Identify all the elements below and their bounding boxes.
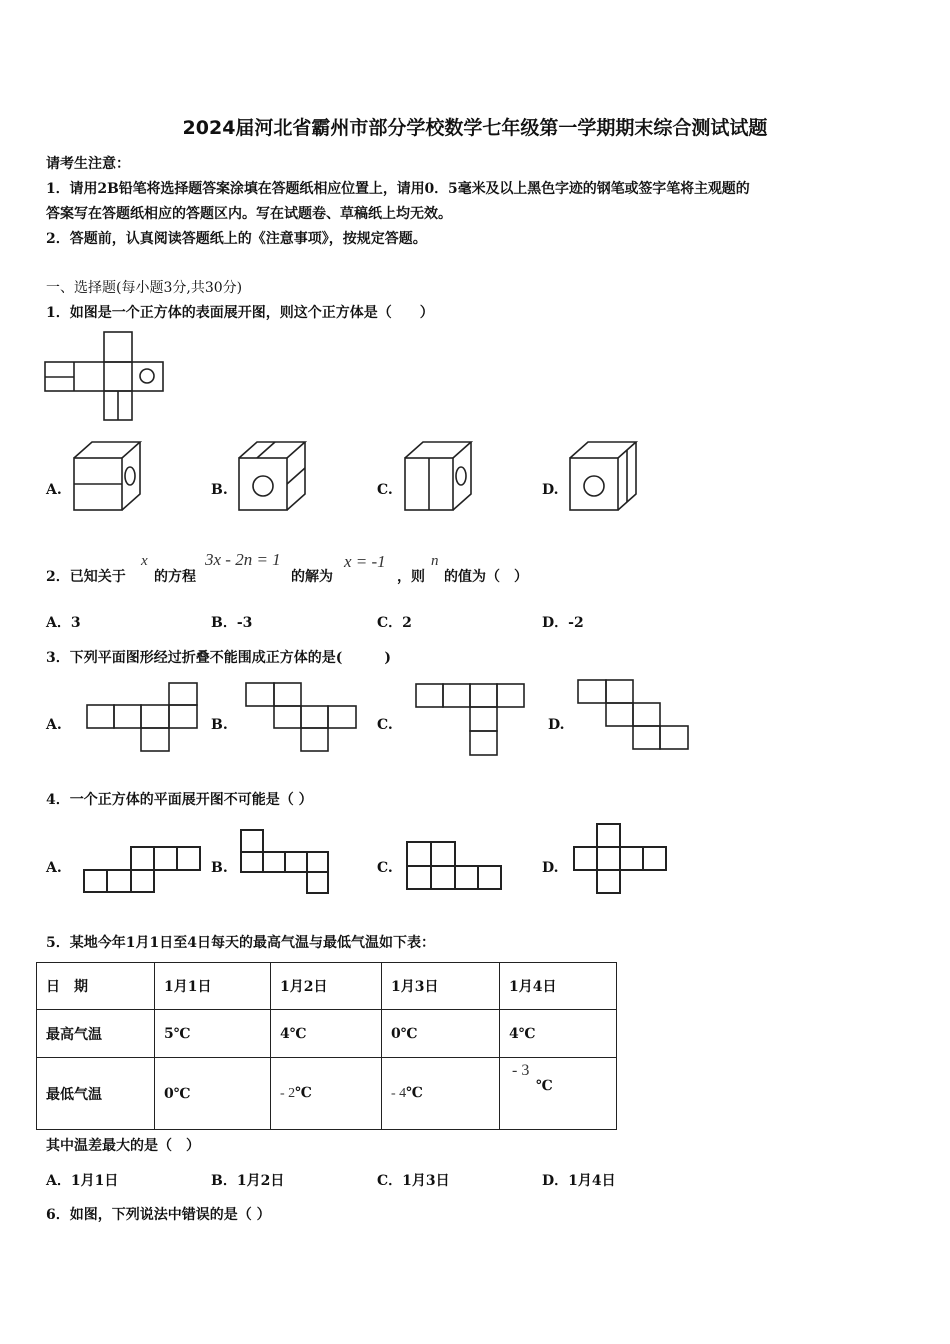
q1-cube-c <box>403 440 475 514</box>
table-cell: 4℃ <box>271 1010 382 1058</box>
q2-stem-part5: 的值为（ ） <box>444 569 528 585</box>
table-cell: 1月4日 <box>500 963 617 1010</box>
q2-option-b: B．-3 <box>211 615 253 631</box>
q1-cube-b <box>237 440 309 514</box>
q2-option-a: A．3 <box>46 615 81 631</box>
q4-label-c: C. <box>377 860 393 876</box>
q4-net-c <box>405 840 505 894</box>
q2-stem-part4: ，则 <box>397 569 425 585</box>
temperature-table <box>36 962 617 1130</box>
table-cell: 1月2日 <box>271 963 382 1010</box>
table-cell: 0℃ <box>155 1058 271 1130</box>
q1-stem: 1．如图是一个正方体的表面展开图，则这个正方体是（ ） <box>46 305 434 321</box>
notice-line1b: 答案写在答题纸相应的答题区内。写在试题卷、草稿纸上均无效。 <box>46 206 452 222</box>
table-cell: 4℃ <box>500 1010 617 1058</box>
q4-label-a: A. <box>46 860 62 876</box>
low-value-number: - 4 <box>391 1086 407 1101</box>
q5-question: 其中温差最大的是（ ） <box>46 1138 200 1154</box>
q4-net-d <box>572 822 670 896</box>
notice-line1a: 1．请用2B铅笔将选择题答案涂填在答题纸相应位置上，请用0．5毫米及以上黑色字迹的钢笔或签字笔将主观题的 <box>46 181 750 197</box>
q5-stem: 5．某地今年1月1日至4日每天的最高气温与最低气温如下表： <box>46 935 435 951</box>
notice-line2: 2．答题前，认真阅读答题纸上的《注意事项》，按规定答题。 <box>46 231 427 247</box>
q1-cube-a <box>72 440 144 514</box>
q5-option-d: D．1月4日 <box>542 1173 616 1189</box>
q3-label-d: D. <box>548 717 565 733</box>
q3-net-b <box>245 682 359 754</box>
q1-label-d: D. <box>542 482 559 498</box>
table-row <box>37 963 617 1010</box>
q3-label-b: B. <box>211 717 228 733</box>
low-value-number: - 3 <box>512 1062 530 1079</box>
q3-stem: 3．下列平面图形经过折叠不能围成正方体的是( ) <box>46 650 391 666</box>
q5-option-a: A．1月1日 <box>46 1173 119 1189</box>
q1-label-b: B. <box>211 482 228 498</box>
low-value-unit: ℃ <box>406 1085 423 1101</box>
table-cell: 日 期 <box>37 963 155 1010</box>
low-value-unit: ℃ <box>295 1085 312 1101</box>
q5-option-b: B．1月2日 <box>211 1173 285 1189</box>
table-cell: 0℃ <box>382 1010 500 1058</box>
q3-net-d <box>577 679 691 753</box>
q1-label-a: A. <box>46 482 62 498</box>
table-cell <box>382 1058 500 1130</box>
q4-label-d: D. <box>542 860 559 876</box>
table-row <box>37 1010 617 1058</box>
low-value-number: - 2 <box>280 1086 296 1101</box>
table-cell: 最低气温 <box>37 1058 155 1130</box>
q6-stem: 6．如图，下列说法中错误的是（ ） <box>46 1207 271 1223</box>
page-title: 2024届河北省霸州市部分学校数学七年级第一学期期末综合测试试题 <box>182 117 768 139</box>
table-row <box>37 1058 617 1130</box>
q4-net-b <box>238 828 332 896</box>
q4-label-b: B. <box>211 860 228 876</box>
q3-label-c: C. <box>377 717 393 733</box>
low-value-unit: ℃ <box>536 1078 553 1094</box>
q5-option-c: C．1月3日 <box>377 1173 450 1189</box>
q2-solution: x = -1 <box>344 552 386 571</box>
q3-net-c <box>415 683 527 757</box>
q1-label-c: C. <box>377 482 393 498</box>
q2-option-c: C．2 <box>377 615 412 631</box>
table-cell <box>500 1058 617 1130</box>
table-cell: 最高气温 <box>37 1010 155 1058</box>
table-cell: 5℃ <box>155 1010 271 1058</box>
q2-var-n: n <box>431 553 439 569</box>
table-cell: 1月1日 <box>155 963 271 1010</box>
q2-var-x: x <box>141 553 148 569</box>
q4-stem: 4．一个正方体的平面展开图不可能是（ ） <box>46 792 313 808</box>
q3-net-a <box>86 682 200 754</box>
section-heading: 一、选择题(每小题3分,共30分) <box>46 280 243 296</box>
q1-cube-d <box>568 440 642 514</box>
q2-equation: 3x - 2n = 1 <box>205 550 281 569</box>
q2-option-d: D．-2 <box>542 615 584 631</box>
table-cell: 1月3日 <box>382 963 500 1010</box>
q2-stem-part3: 的解为 <box>291 569 333 585</box>
notice-heading: 请考生注意： <box>46 156 130 172</box>
table-cell <box>271 1058 382 1130</box>
q4-net-a <box>82 843 202 895</box>
q3-label-a: A. <box>46 717 62 733</box>
q1-net-figure <box>44 331 166 423</box>
q2-stem-part2: 的方程 <box>154 569 196 585</box>
q2-stem-part1: 2．已知关于 <box>46 569 126 585</box>
